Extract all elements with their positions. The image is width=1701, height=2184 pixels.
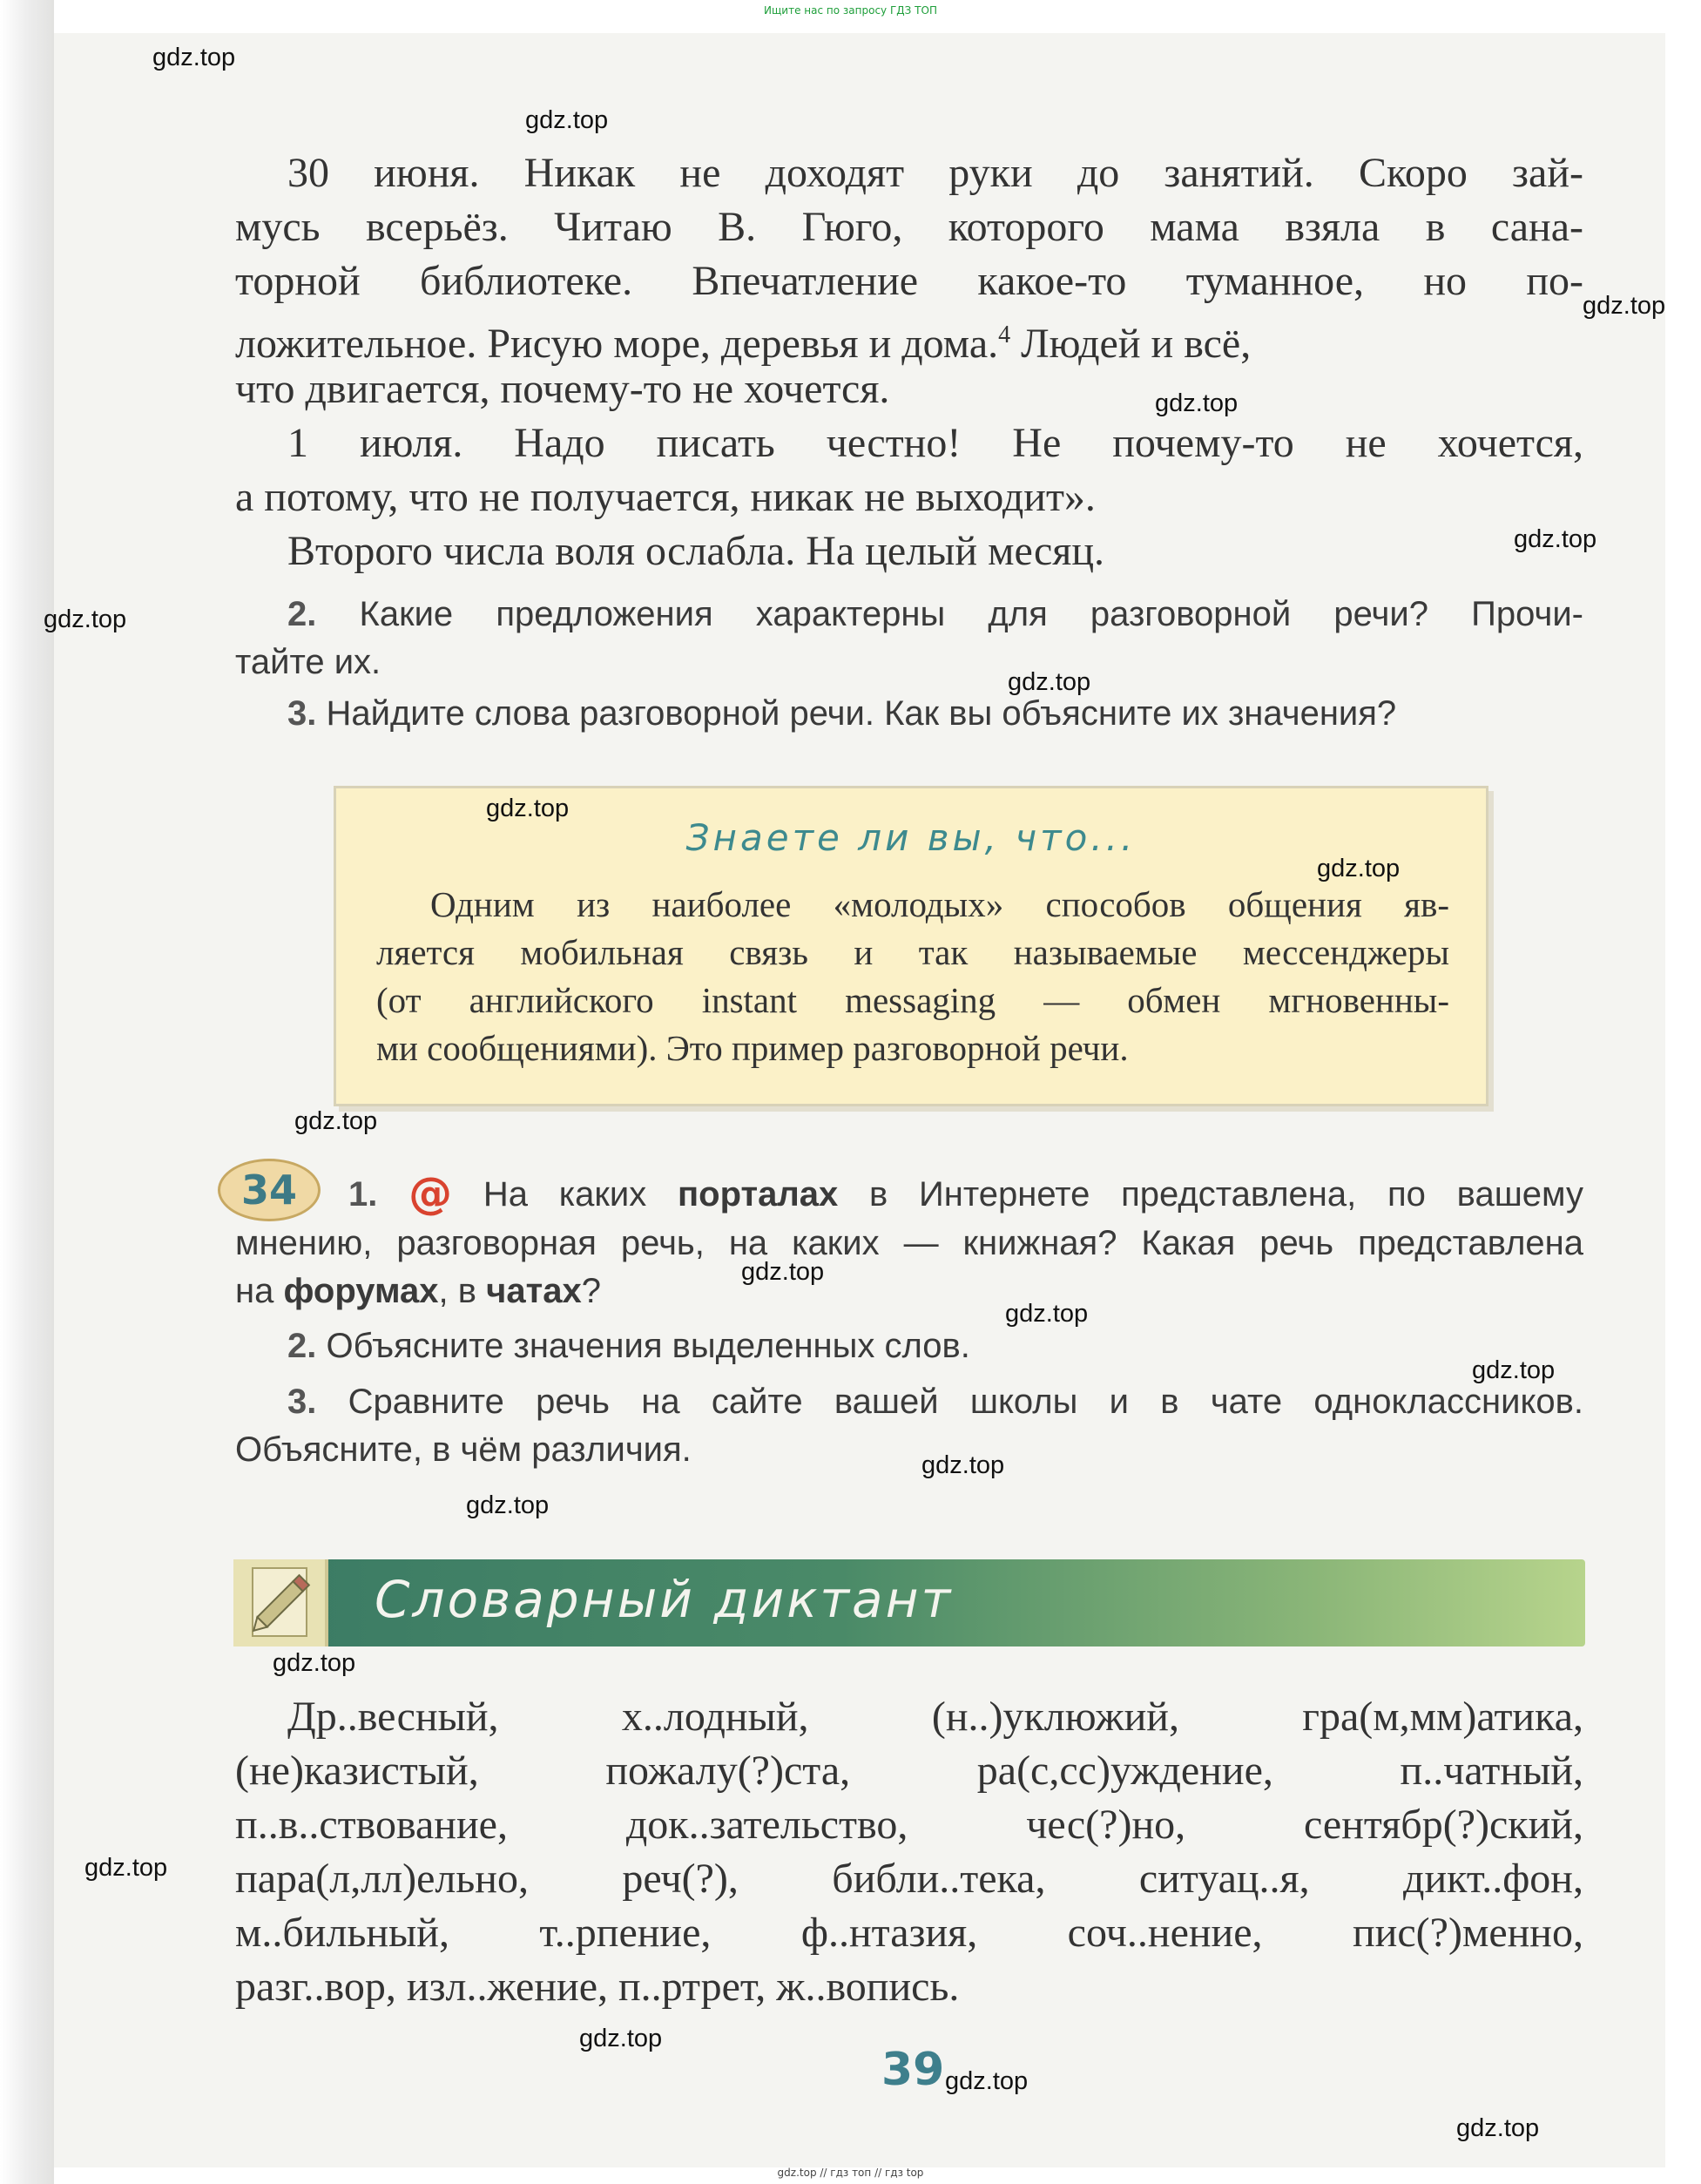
diary-line: Второго числа воля ослабла. На целый месяц. <box>287 528 1105 574</box>
dictation-line: (не)казистый, пожалу(?)ста, ра(с,сс)уждение, п..чатный, <box>235 1748 1583 1794</box>
exercise-q1-line <box>235 1268 601 1315</box>
highlighted-word: форумах <box>283 1272 439 1310</box>
watermark-link[interactable]: gdz.top <box>84 1854 168 1882</box>
watermark-link[interactable]: gdz.top <box>486 794 570 822</box>
highlighted-word: порталах <box>678 1175 839 1214</box>
question-text: ? <box>581 1272 601 1310</box>
watermark-link[interactable]: gdz.top <box>1514 525 1597 553</box>
diary-line: торной библиотеке. Впечатление какое-то туманное, но по- <box>235 258 1583 304</box>
exercise-q3-cont: Объясните, в чём различия. <box>235 1430 692 1469</box>
did-you-know-box <box>334 786 1488 1106</box>
question-number: 2. <box>287 1327 317 1365</box>
question-2-cont: тайте их. <box>235 643 381 681</box>
diary-line-tail: Людей и всё, <box>1010 321 1252 367</box>
watermark-link[interactable]: gdz.top <box>945 2067 1029 2095</box>
question-text: На каких <box>483 1175 678 1214</box>
dictation-title: Словарный диктант <box>375 1570 954 1629</box>
page-number: 39 <box>881 2044 945 2096</box>
dictation-banner <box>233 1559 1585 1646</box>
watermark-link[interactable]: gdz.top <box>1005 1300 1089 1328</box>
watermark-link[interactable]: gdz.top <box>1456 2114 1540 2142</box>
diary-line: а потому, что не получается, никак не выходит». <box>235 474 1096 520</box>
footnote-mark: 4 <box>998 321 1011 348</box>
header-note: Ищите нас по запросу ГДЗ ТОП <box>764 4 937 17</box>
question-3 <box>287 690 1396 738</box>
question-text: на <box>235 1272 284 1310</box>
watermark-link[interactable]: gdz.top <box>1317 855 1401 882</box>
diary-line-text: ложительное. Рисую море, деревья и дома. <box>235 321 999 367</box>
question-number: 1. <box>348 1175 378 1214</box>
question-number: 2. <box>287 595 317 633</box>
question-text: в Интернете представлена, по вашему <box>838 1175 1583 1214</box>
watermark-link[interactable]: gdz.top <box>741 1258 825 1286</box>
dictation-line: м..бильный, т..рпение, ф..нтазия, соч..нение, пис(?)менно, <box>235 1910 1583 1956</box>
watermark-link[interactable]: gdz.top <box>294 1107 378 1135</box>
question-2 <box>287 591 1583 639</box>
infobox-line: (от английского instant messaging — обмен мгновенны- <box>376 980 1449 1020</box>
watermark-link[interactable]: gdz.top <box>44 605 127 633</box>
watermark-link[interactable]: gdz.top <box>579 2025 663 2052</box>
dictation-line: Др..весный, х..лодный, (н..)уклюжий, гра(м,мм)атика, <box>287 1694 1583 1740</box>
internet-at-icon: @ <box>408 1168 453 1219</box>
watermark-link[interactable]: gdz.top <box>1583 292 1666 320</box>
diary-line: 30 июня. Никак не доходят руки до занятий. Скоро зай- <box>287 150 1583 196</box>
exercise-q3 <box>287 1378 1583 1426</box>
footer-note: gdz.top // гдз топ // гдз top <box>777 2167 924 2179</box>
question-text: , в <box>438 1272 487 1310</box>
watermark-link[interactable]: gdz.top <box>1472 1356 1556 1384</box>
exercise-number-badge: 34 <box>218 1159 321 1221</box>
pencil-icon <box>233 1559 328 1646</box>
watermark-link[interactable]: gdz.top <box>921 1451 1005 1479</box>
infobox-line: Одним из наиболее «молодых» способов общения яв- <box>430 884 1449 924</box>
diary-line: 1 июля. Надо писать честно! Не почему-то не хочется, <box>287 420 1583 466</box>
highlighted-word: чатах <box>486 1272 582 1310</box>
question-number: 3. <box>287 694 317 733</box>
watermark-link[interactable]: gdz.top <box>1008 668 1091 696</box>
watermark-link[interactable]: gdz.top <box>1155 389 1239 417</box>
question-number: 3. <box>287 1383 317 1421</box>
exercise-q2 <box>287 1322 970 1370</box>
infobox-line: ми сообщениями). Это пример разговорной речи. <box>376 1028 1129 1068</box>
question-text: Объясните значения выделенных слов. <box>326 1327 970 1365</box>
question-text: Сравните речь на сайте вашей школы и в чате одноклассников. <box>348 1383 1583 1421</box>
infobox-line: ляется мобильная связь и так называемые мессенджеры <box>376 932 1449 972</box>
page-spine-shadow <box>0 0 54 2184</box>
watermark-link[interactable]: gdz.top <box>466 1491 550 1519</box>
diary-line: мусь всерьёз. Читаю В. Гюго, которого мама взяла в сана- <box>235 204 1583 250</box>
dictation-line: разг..вор, изл..жение, п..ртрет, ж..вопись. <box>235 1964 960 2010</box>
watermark-link[interactable]: gdz.top <box>525 106 609 134</box>
question-text: Найдите слова разговорной речи. Как вы объясните их значения? <box>326 694 1397 733</box>
did-you-know-title: Знаете ли вы, что... <box>685 816 1137 859</box>
dictation-line: п..в..ствование, док..зательство, чес(?)но, сентябр(?)ский, <box>235 1802 1583 1848</box>
watermark-link[interactable]: gdz.top <box>152 44 236 71</box>
question-text: Какие предложения характерны для разговорной речи? Прочи- <box>359 595 1583 633</box>
exercise-q1-line: мнению, разговорная речь, на каких — книжная? Какая речь представлена <box>235 1224 1583 1262</box>
diary-line: что двигается, почему-то не хочется. <box>235 366 890 412</box>
watermark-link[interactable]: gdz.top <box>273 1649 356 1677</box>
dictation-line: пара(л,лл)ельно, реч(?), библи..тека, ситуац..я, дикт..фон, <box>235 1856 1583 1902</box>
exercise-q1-line <box>348 1170 1583 1219</box>
